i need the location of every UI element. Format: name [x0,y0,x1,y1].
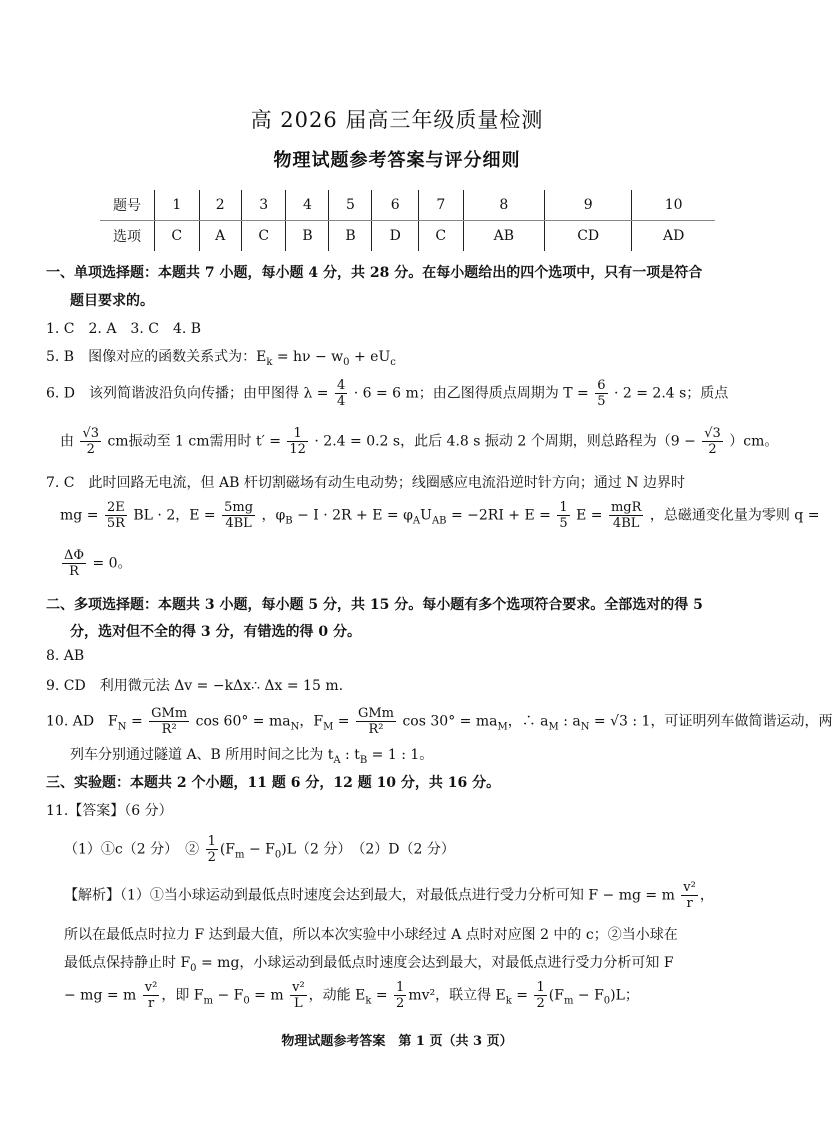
den: r [686,896,693,911]
answer-6-text: · 2.4 = 0.2 s，此后 4.8 s 振动 2 个周期，则总路程为（9 − [314,433,696,450]
answer-7-text: mg = [60,507,99,524]
analysis-text: − F [573,987,604,1004]
analysis-text: ，动能 E [308,987,366,1004]
sub: k [365,995,372,1007]
num: 1 [536,980,545,995]
sub: k [505,995,512,1007]
answer-choice: B [286,221,329,252]
fraction [394,980,406,1011]
answer-7-line1: 7. C 此时回路无电流，但 AB 杆切割磁场有动生电动势；线圈感应电流沿逆时针方向；通过 N 边界时 [46,475,685,491]
answer-6-text: · 2 = 2.4 s；质点 [613,385,729,402]
num: √3 [82,426,100,441]
sub: B [285,515,293,527]
question-number: 4 [286,190,329,221]
answer-6-line1 [46,378,728,409]
den: 2 [86,442,95,457]
answer-7-text: = 0。 [92,555,132,572]
sub: c [390,356,396,368]
analysis-line2: 所以在最低点时拉力 F 达到最大值，所以本次实验中小球经过 A 点时对应图 2 中的 c；②当小球在 [64,927,678,943]
analysis-text: = [371,987,388,1004]
den: 4BL [225,516,252,531]
sub: A [412,515,421,527]
analysis-text: )L； [610,987,639,1004]
num: v² [144,980,158,995]
answer-6-text: · 6 = 6 m；由乙图得质点周期为 T = [353,385,589,402]
analysis-text: − F [213,987,244,1004]
analysis-text: − mg = m [64,987,137,1004]
sub: B [359,754,368,766]
sub: m [563,995,574,1007]
section2-heading-cont: 分，选对但不全的得 3 分，有错选的得 0 分。 [70,624,361,640]
answer-choice: B [329,221,372,252]
row-label-number: 题号 [100,190,155,221]
answer-7-text: E = [576,507,603,524]
fraction [149,706,189,737]
analysis-text: ，即 F [161,987,204,1004]
fraction [557,500,569,531]
sub: A [333,754,341,766]
fraction [534,980,546,1011]
analysis-text: = mg，小球运动到最低点时速度会达到最大，对最低点进行受力分析可知 F [196,955,674,971]
analysis-text: = [511,987,529,1004]
question-number: 3 [241,190,286,221]
den: R² [161,722,177,737]
num: mgR [610,500,642,515]
analysis-text: 【解析】（1）①当小球运动到最低点时速度会达到最大，对最低点进行受力分析可知 F − mg = m [64,887,675,904]
answer-7-text: − I · 2R + E = φ [292,507,413,524]
sub: N [580,721,590,733]
answer-5-text: + eU [349,349,391,365]
den: 2 [396,996,405,1011]
den: r [147,996,155,1011]
question-number: 10 [632,190,715,221]
analysis-line4 [64,980,639,1011]
fraction [105,500,127,531]
analysis-line1: 【解析】（1）①当小球运动到最低点时速度会达到最大，对最低点进行受力分析可知 F − mg = m $\frac{\text{v²}}{r}$ ， [64,880,714,911]
question-number: 9 [545,190,632,221]
fraction [206,834,218,865]
answer-choice: C [419,221,464,252]
sub: M [323,721,334,733]
answer-9: 9. CD 利用微元法 Δv = −kΔx∴ Δx = 15 m. [46,678,344,694]
num: 5mg [224,500,254,515]
question-number: 2 [199,190,241,221]
den: 5R [106,516,125,531]
answer-11-text: )L（2 分） （2）D（2 分） [281,841,455,858]
fraction [595,378,607,409]
num: 2E [105,500,127,516]
answer-7-line3 [60,548,132,579]
den: 4 [337,394,346,409]
sub: m [203,995,213,1007]
den: 2 [708,442,717,457]
answer-10-text: ，F [299,713,324,730]
num: √3 [704,426,721,441]
answer-table-choices-row [100,221,715,252]
answer-8: 8. AB [46,648,85,664]
answer-6-text: ）cm。 [729,433,779,450]
analysis-text: mv²，联立得 E [408,987,506,1004]
document-subtitle: 物理试题参考答案与评分细则 [273,150,521,171]
answer-10-line1: 10. AD $F_N$ = $\frac{\text{GMm}}{\text{R²}}$ $\cos 60^\circ = ma_N$，$F_M$ = $\frac{\text{GMm}}{\text{R²}}$ $\cos 30^\circ = ma_M$，∴ $a_M$ : $a_N = √3$ : 1，可证明列车做简谐运动，两 [46,706,832,737]
sub: 0 [190,962,197,974]
answer-choice: AB [463,221,544,252]
answer-10-text: = √3 : 1，可证明列车做简谐运动，两 [589,713,832,730]
analysis-line3 [64,952,674,974]
answer-7-text: ，总磁通变化量为零则 q = [649,507,820,524]
fraction [356,706,396,737]
question-number: 5 [329,190,372,221]
answer-10-text: 10. AD F [46,713,118,730]
answer-11-text: (F [219,841,236,858]
den: 2 [207,850,216,865]
den: R² [368,722,384,737]
analysis-text: 最低点保持静止时 F [64,955,191,971]
analysis-text: = m [249,987,284,1004]
page-footer: 物理试题参考答案 第 1 页（共 3 页） [281,1034,513,1049]
num: ΔΦ [64,548,85,563]
fraction [143,980,160,1011]
answer-10-text: ，∴ a [507,713,549,730]
answer-6-text: 6. D 该列简谐波沿负向传播；由甲图得 λ = [46,385,329,402]
section1-heading: 一、单项选择题：本题共 7 小题，每小题 4 分，共 28 分。在每小题给出的四个选项中，只有一项是符合 [46,265,703,281]
answer-7-line2 [60,500,819,531]
answer-10-text: : a [558,713,581,730]
sub: N [117,721,127,733]
answer-6-text: 由 [60,433,74,450]
num: 6 [597,378,606,393]
num: 4 [337,378,346,393]
answer-10-text: cos 60° = ma [195,713,291,730]
answer-10-line2 [70,744,433,766]
question-number: 6 [372,190,419,221]
fraction [222,500,255,531]
question-number: 1 [155,190,200,221]
section3-heading: 三、实验题：本题共 2 个小题，11 题 6 分，12 题 10 分，共 16 分。 [46,775,501,791]
answer-10-text: : t [340,747,360,763]
answer-7-text: = −2RI + E = [446,507,551,524]
answer-choice: D [372,221,419,252]
den: 12 [289,442,306,457]
section1-heading-cont: 题目要求的。 [70,293,154,309]
sub: M [548,721,559,733]
num: GMm [151,706,188,721]
fraction [681,880,698,911]
num: 1 [287,426,308,442]
sub: 0 [243,995,250,1007]
fraction [80,426,101,457]
fraction [702,426,723,457]
answer-11-text: − F [244,841,275,858]
answer-11-title: 11.【答案】（6 分） [46,803,173,819]
section2-heading: 二、多项选择题：本题共 3 小题，每小题 5 分，共 15 分。每小题有多个选项符合要求。全部选对的得 5 [46,597,703,613]
answer-10-text: 列车分别通过隧道 A、B 所用时间之比为 t [70,747,334,763]
sub: m [235,849,245,861]
sub: k [266,356,273,368]
sub: 0 [343,356,350,368]
sub: M [497,721,508,733]
sub: 0 [274,849,282,861]
den: 2 [536,996,545,1011]
answer-11-text: （1）①c（2 分） ② [64,841,200,858]
answer-table [100,190,715,251]
answer-11-result [64,834,455,865]
num: v² [683,880,696,895]
answer-7-text: U [420,507,432,524]
fraction [335,378,347,409]
answer-5 [46,346,396,368]
fraction [62,548,86,579]
answer-choice: C [155,221,200,252]
analysis-text: (F [548,987,564,1004]
answer-5-text: 5. B 图像对应的函数关系式为：E [46,349,267,365]
den: 5 [597,394,606,409]
num: 1 [396,980,405,995]
answer-10-text: cos 30° = ma [402,713,498,730]
document-title: 高 2026 届高三年级质量检测 [250,108,544,132]
answer-choice: C [241,221,286,252]
den: 4BL [612,516,640,531]
question-number: 7 [419,190,464,221]
den: R [69,564,79,579]
num: 1 [207,834,216,849]
answer-6-line2 [60,426,778,457]
row-label-choice: 选项 [113,229,141,245]
sub: AB [431,515,447,527]
answer-choice: AD [632,221,715,252]
answers-1-4: 1. C 2. A 3. C 4. B [46,321,202,337]
fraction [287,426,308,457]
den: 5 [559,516,568,531]
answer-table-numbers-row [100,190,715,221]
den: L [294,996,303,1011]
num: GMm [357,706,395,721]
sub: 0 [603,995,611,1007]
answer-7-text: BL · 2，E = [133,507,216,524]
answer-choice: CD [545,221,632,252]
fraction [609,500,643,531]
num: 1 [559,500,568,515]
answer-10-text: = 1 : 1。 [367,747,434,763]
answer-6-text: cm振动至 1 cm需用时 t′ = [107,433,281,450]
question-number: 8 [463,190,544,221]
answer-choice: A [199,221,241,252]
sub: N [290,721,300,733]
fraction [290,980,307,1011]
answer-5-text: = hν − w [272,349,344,365]
answer-7-text: ，φ [261,507,286,524]
num: v² [292,980,305,995]
